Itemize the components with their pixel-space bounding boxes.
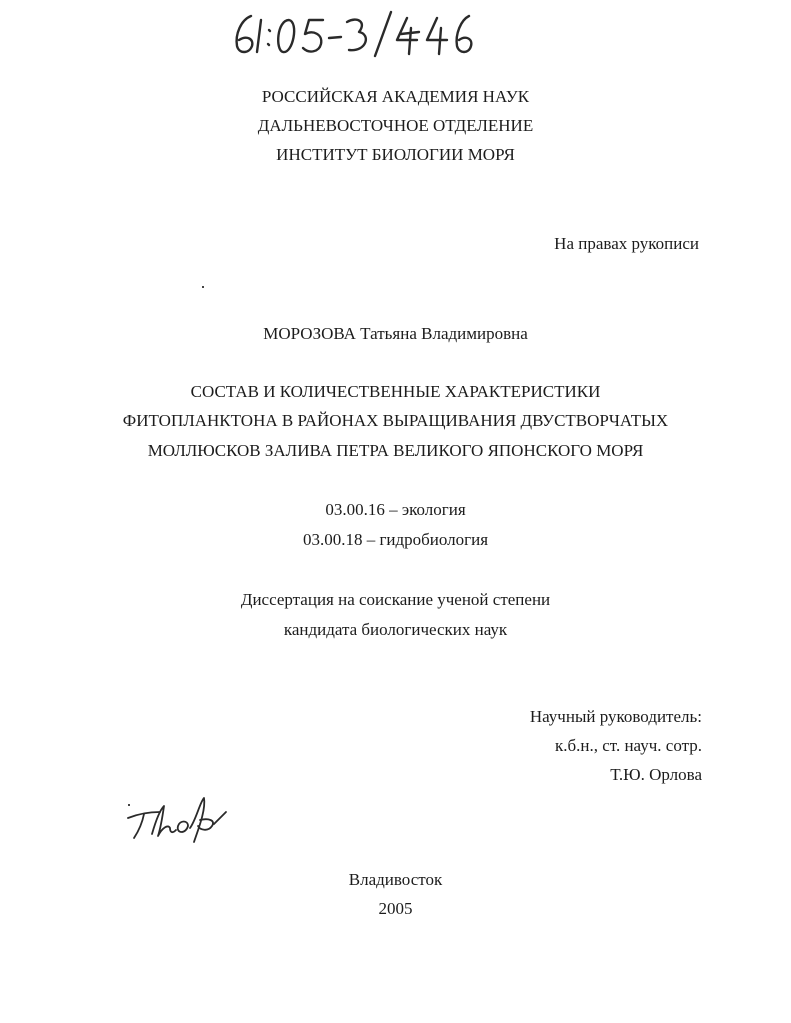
author-name: МОРОЗОВА Татьяна Владимировна [263, 324, 528, 343]
specialty-hydrobiology: 03.00.18 – гидробиология [302, 530, 489, 549]
manuscript-rights-note: На правах рукописи [554, 234, 699, 253]
author-signature [120, 790, 230, 850]
organization-line-branch: ДАЛЬНЕВОСТОЧНОЕ ОТДЕЛЕНИЕ [257, 116, 534, 135]
thesis-title-line-1: СОСТАВ И КОЛИЧЕСТВЕННЫЕ ХАРАКТЕРИСТИКИ [190, 382, 601, 401]
scan-speck [202, 286, 204, 288]
degree-line-1: Диссертация на соискание ученой степени [240, 590, 551, 609]
handwritten-archive-number [225, 10, 485, 60]
specialty-ecology: 03.00.16 – экология [325, 500, 466, 519]
year: 2005 [378, 899, 413, 918]
supervisor-credentials: к.б.н., ст. науч. сотр. [555, 736, 702, 755]
supervisor-label: Научный руководитель: [529, 707, 702, 726]
degree-line-2: кандидата биологических наук [283, 620, 508, 639]
organization-line-academy: РОССИЙСКАЯ АКАДЕМИЯ НАУК [261, 87, 530, 106]
city: Владивосток [348, 870, 443, 889]
thesis-title-line-3: МОЛЛЮСКОВ ЗАЛИВА ПЕТРА ВЕЛИКОГО ЯПОНСКОГО МОРЯ [147, 441, 644, 460]
thesis-title-line-2: ФИТОПЛАНКТОНА В РАЙОНАХ ВЫРАЩИВАНИЯ ДВУСТВОРЧАТЫХ [122, 411, 669, 430]
supervisor-name: Т.Ю. Орлова [610, 765, 702, 784]
organization-line-institute: ИНСТИТУТ БИОЛОГИИ МОРЯ [276, 145, 515, 164]
